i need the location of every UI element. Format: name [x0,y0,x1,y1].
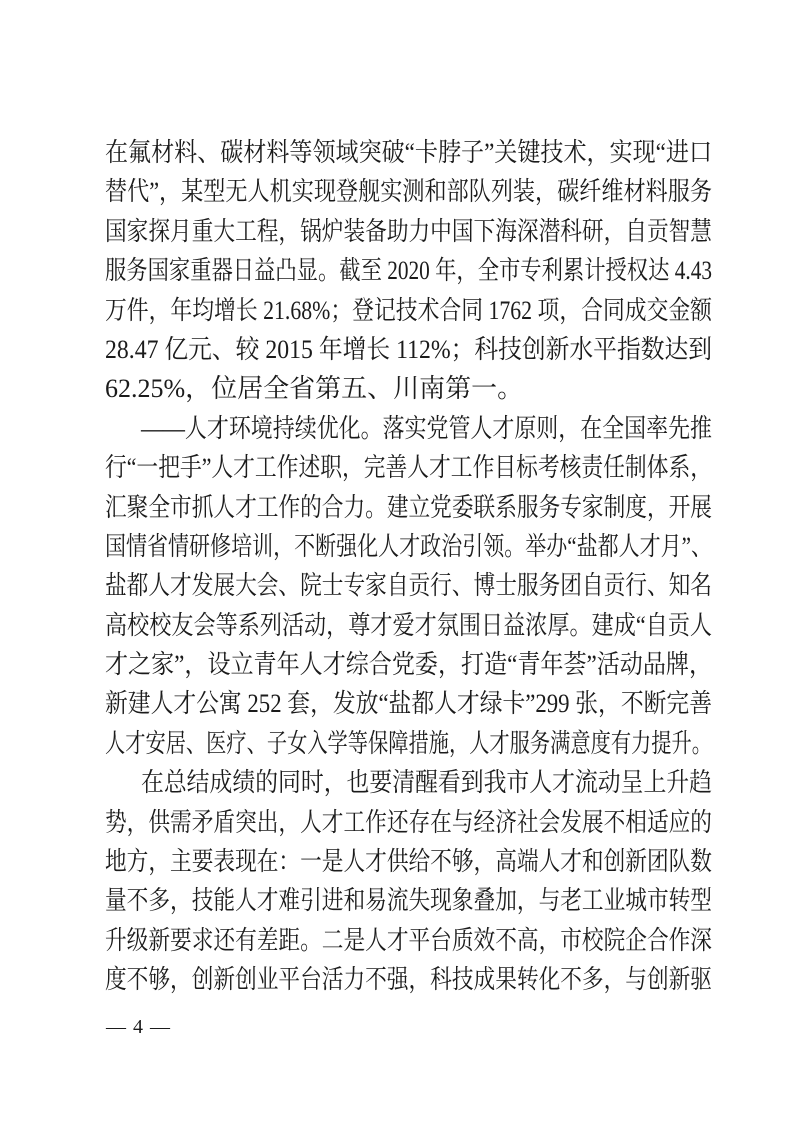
text-line: 在氟材料、碳材料等领域突破“卡脖子”关键技术，实现“进口 [105,138,712,167]
text-line: 才之家”，设立青年人才综合党委，打造“青年荟”活动品牌， [105,650,712,680]
text-line-paragraph-start: ——人才环境持续优化。落实党管人才原则，在全国率先推 [141,413,712,443]
text-line: 盐都人才发展大会、院士专家自贡行、博士服务团自贡行、知名 [105,571,712,601]
text-line: 度不够，创新创业平台活力不强，科技成果转化不多，与创新驱 [105,965,712,995]
text-line: 服务国家重器日益凸显。截至 2020 年，全市专利累计授权达 4.43 [105,256,712,286]
text-line: 国家探月重大工程，锅炉装备助力中国下海深潜科研，自贡智慧 [105,216,712,246]
text-line: 28.47 亿元、较 2015 年增长 112%；科技创新水平指数达到 [105,334,712,364]
text-line: 汇聚全市抓人才工作的合力。建立党委联系服务专家制度，开展 [105,492,712,522]
text-line: 高校校友会等系列活动，尊才爱才氛围日益浓厚。建成“自贡人 [105,610,712,640]
text-line: 新建人才公寓 252 套，发放“盐都人才绿卡”299 张，不断完善 [105,689,712,719]
text-line: 势，供需矛盾突出，人才工作还存在与经济社会发展不相适应的 [105,807,712,837]
page-number: — 4 — [106,1016,171,1038]
text-line: 62.25%，位居全省第五、川南第一。 [105,374,524,404]
text-line: 地方，主要表现在：一是人才供给不够，高端人才和创新团队数 [105,847,712,877]
text-line: 替代”，某型无人机实现登舰实测和部队列装，碳纤维材料服务 [105,177,712,207]
text-body [105,133,712,1000]
text-line: 升级新要求还有差距。二是人才平台质效不高，市校院企合作深 [105,925,712,955]
text-line: 量不多，技能人才难引进和易流失现象叠加，与老工业城市转型 [105,886,712,916]
text-line: 行“一把手”人才工作述职，完善人才工作目标考核责任制体系， [105,453,712,483]
text-line: 人才安居、医疗、子女入学等保障措施，人才服务满意度有力提升。 [105,728,712,758]
text-line-paragraph-start: 在总结成绩的同时，也要清醒看到我市人才流动呈上升趋 [141,768,712,798]
text-line: 万件，年均增长 21.68%；登记技术合同 1762 项，合同成交金额 [105,295,712,325]
text-line: 国情省情研修培训，不断强化人才政治引领。举办“盐都人才月”、 [105,531,712,561]
